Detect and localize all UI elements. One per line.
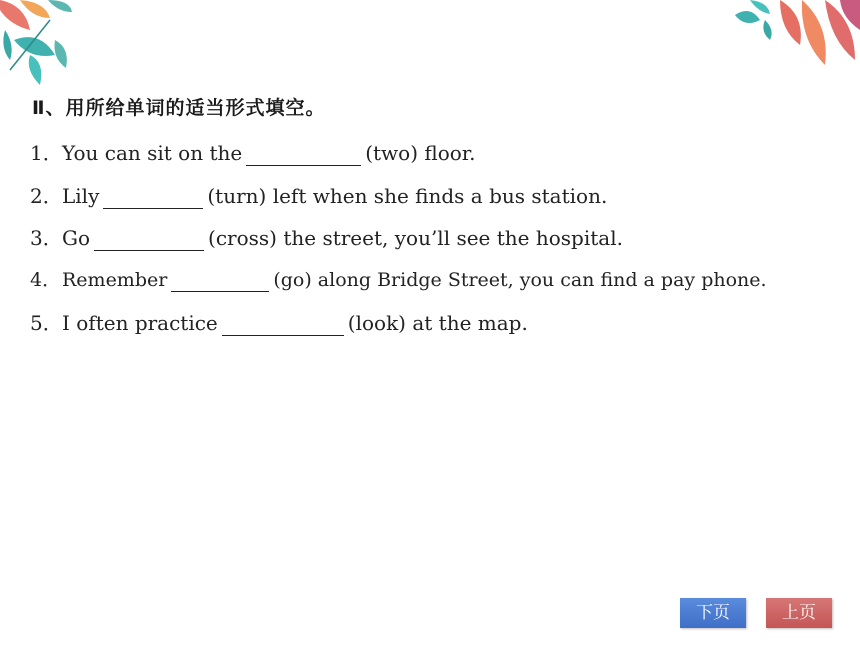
question-text-before: I often practice	[62, 311, 218, 335]
question-text-after: the street, you’ll see the hospital.	[276, 226, 623, 250]
question-text-after: floor.	[418, 141, 476, 165]
question-2	[30, 180, 607, 209]
next-page-button[interactable]: 下页	[680, 598, 746, 628]
question-text-before: Remember	[62, 269, 168, 291]
leaf-decoration-right-icon	[730, 0, 860, 75]
question-text-after: left when she finds a bus station.	[266, 184, 608, 208]
answer-blank[interactable]	[246, 145, 361, 166]
hint-word: (two)	[365, 141, 419, 165]
question-text-after: along Bridge Street, you can find a pay phone.	[311, 269, 767, 291]
answer-blank[interactable]	[222, 315, 344, 336]
question-number: 2．	[30, 184, 63, 208]
question-text-after: at the map.	[405, 311, 528, 335]
question-number: 3．	[30, 226, 63, 250]
hint-word: (turn)	[207, 184, 267, 208]
answer-blank[interactable]	[103, 188, 203, 209]
question-3	[30, 222, 623, 251]
hint-word: (look)	[347, 311, 406, 335]
previous-page-button[interactable]: 上页	[766, 598, 832, 628]
question-5	[30, 307, 528, 336]
section-title: Ⅱ、用所给单词的适当形式填空。	[32, 97, 326, 119]
answer-blank[interactable]	[171, 271, 269, 292]
answer-blank[interactable]	[94, 230, 204, 251]
hint-word: (go)	[273, 269, 312, 291]
question-1	[30, 137, 476, 166]
question-4	[30, 265, 767, 292]
question-number: 5．	[30, 311, 63, 335]
leaf-decoration-left-icon	[0, 0, 90, 90]
question-number: 4．	[30, 269, 62, 291]
question-number: 1．	[30, 141, 63, 165]
question-text-before: You can sit on the	[62, 141, 243, 165]
hint-word: (cross)	[208, 226, 277, 250]
question-text-before: Lily	[62, 184, 100, 208]
question-text-before: Go	[62, 226, 91, 250]
